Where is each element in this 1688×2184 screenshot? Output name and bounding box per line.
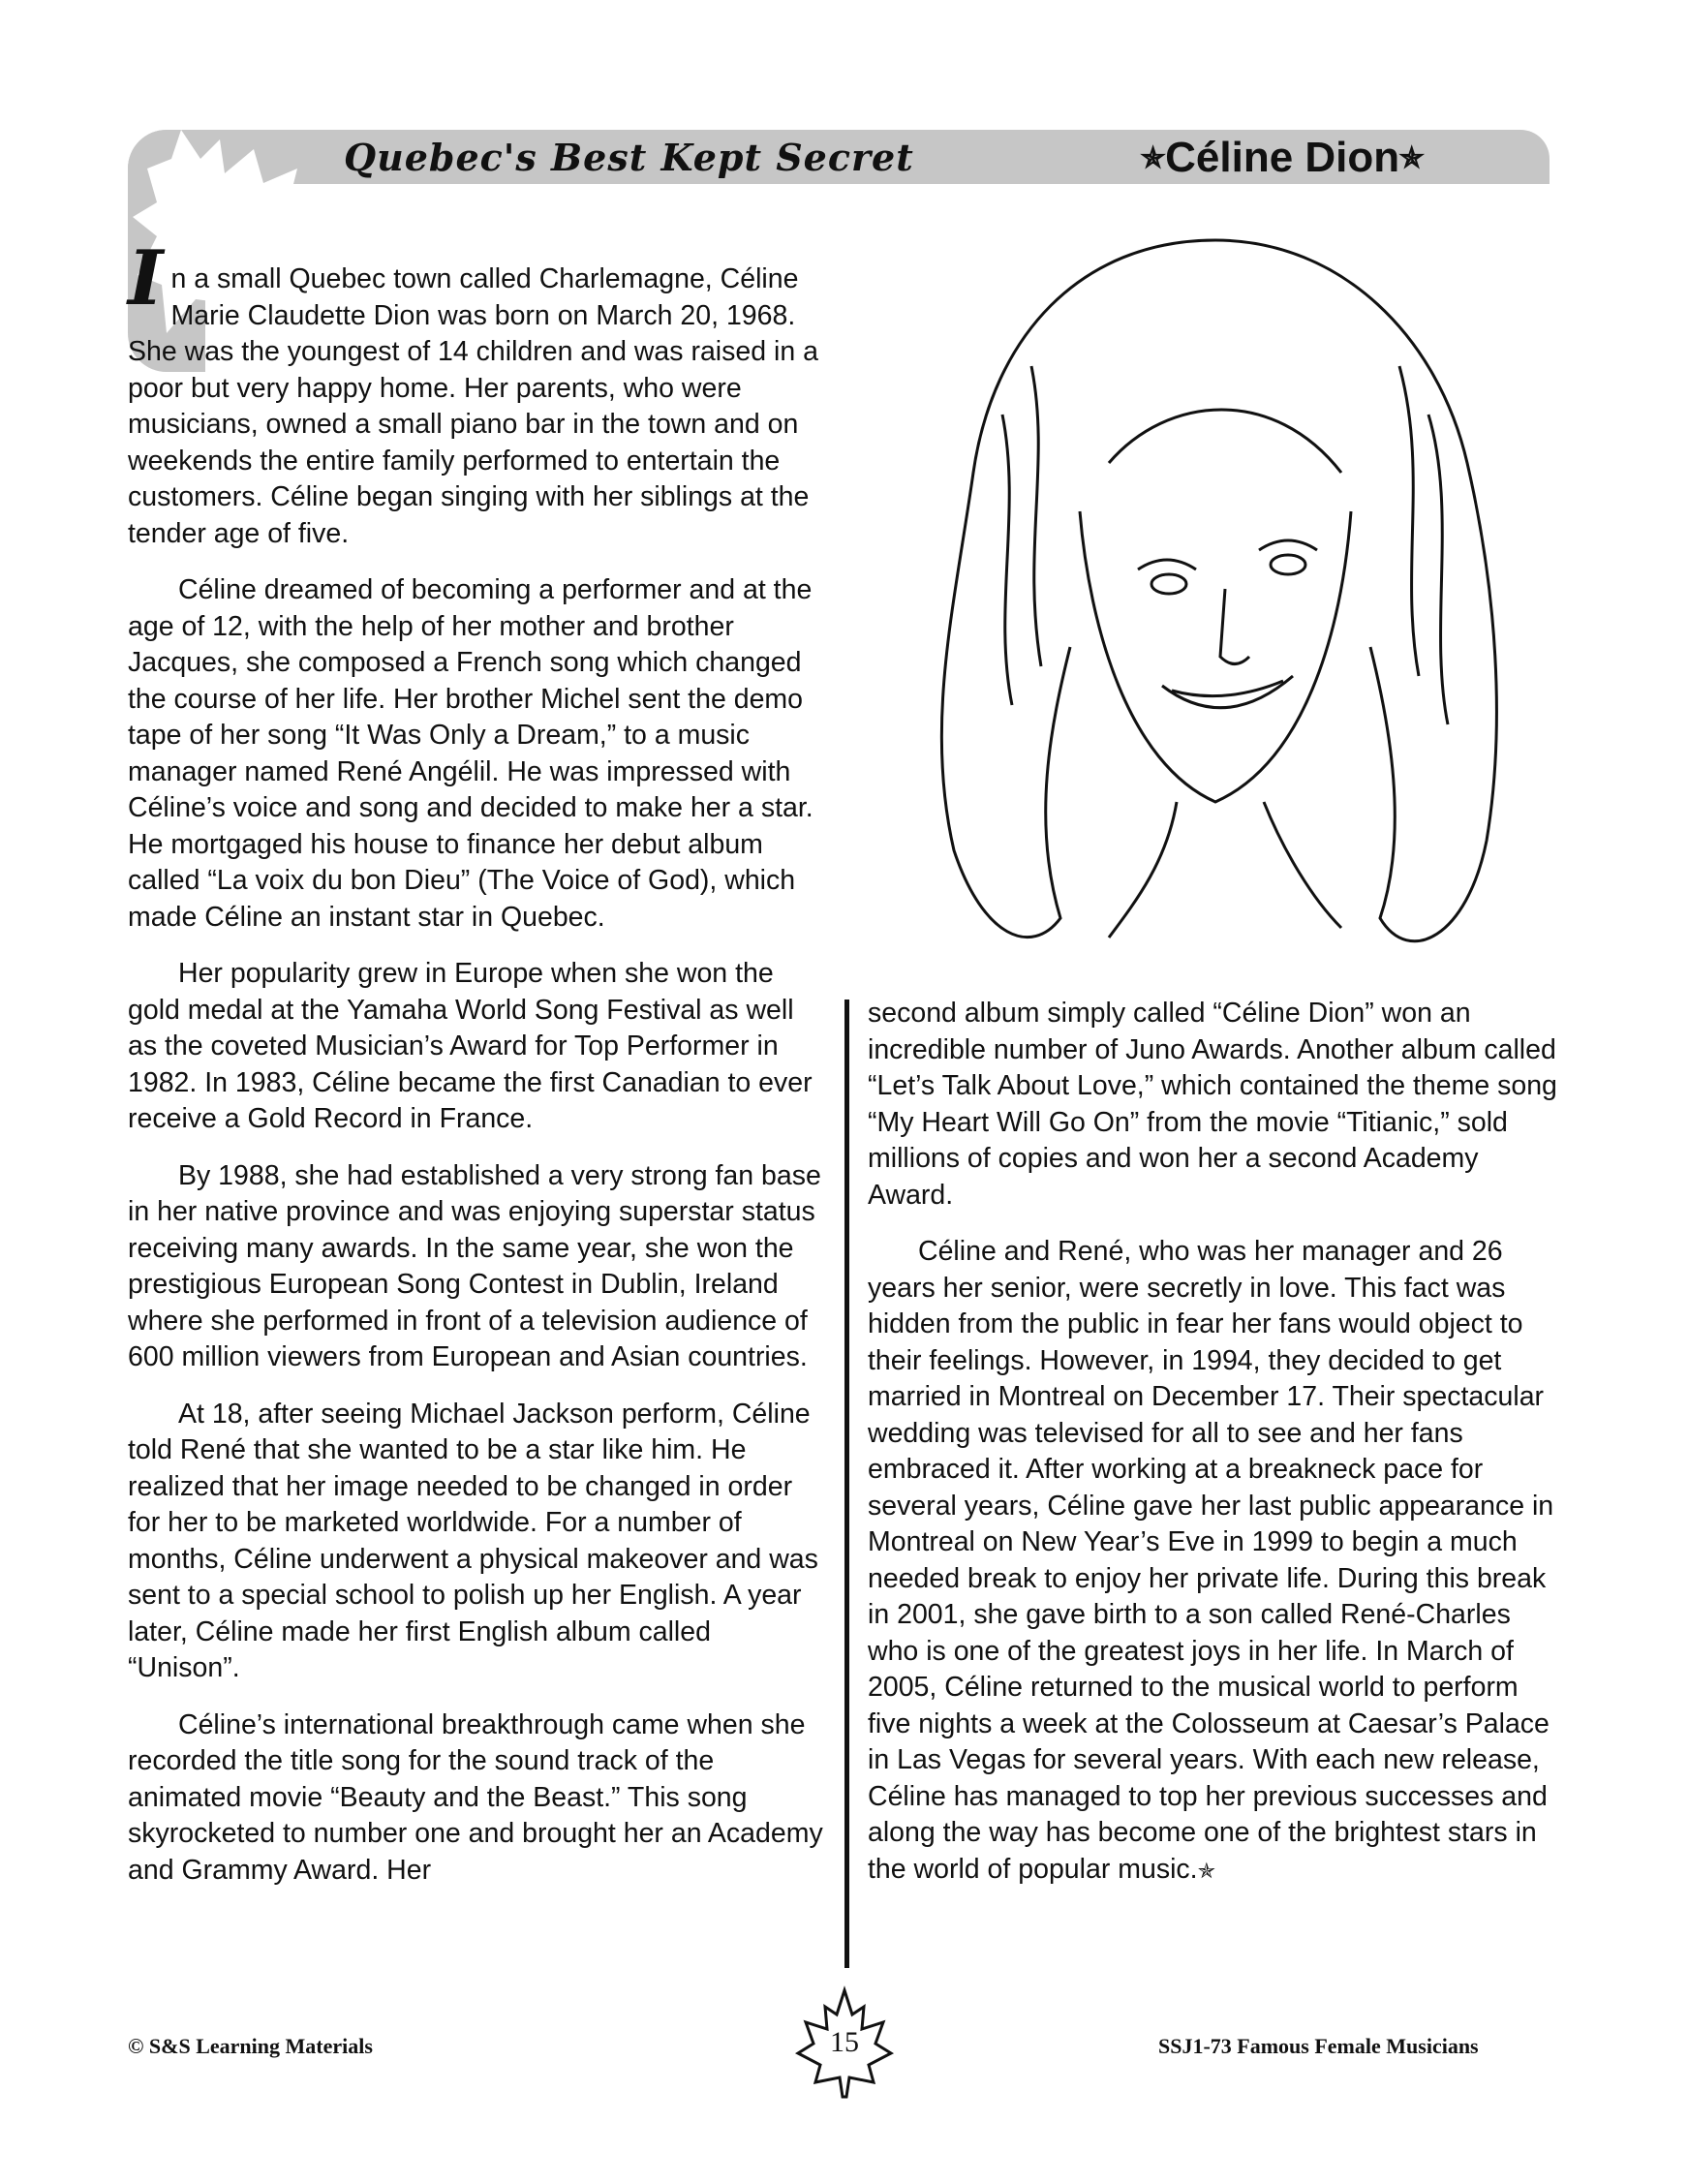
- article-paragraph: Céline and René, who was her manager and 26 years her senior, were secretly in love. This fact was hidden from the public in fear her fans would object to their feelings. However, in 1994, they decided to get married in Montreal on December 17. Their spectacular wedding was televised for all to see and her fans embraced it. After working at a breakneck pace for several years, Céline gave her last public appearance in Montreal on New Year’s Eve in 1999 to begin a much needed break to enjoy her private life. During this break in 2001, she gave birth to a son called René-Charles who is one of the greatest joys in her life. In March of 2005, Céline returned to the musical world to perform five nights a week at the Colosseum at Caesar’s Palace in Las Vegas for several years. With each new release, Céline has managed to top her previous successes and along the way has become one of the brightest stars in the world of popular music.✯: [868, 1236, 1554, 1885]
- article-paragraph: At 18, after seeing Michael Jackson perform, Céline told René that she wanted to be a star like him. He realized that her image needed to be changed in order for her to be marketed worldwide. For a number of months, Céline underwent a physical makeover and was sent to a special school to polish up her English. A year later, Céline made her first English album called “Unison”.: [128, 1398, 818, 1683]
- star-icon: ✯: [1141, 142, 1166, 174]
- article-paragraph: Céline’s international breakthrough came when she recorded the title song for the sound track of the animated movie “Beauty and the Beast.” This song skyrocketed to number one and brought her an Academy and Grammy Award. Her: [128, 1708, 823, 1886]
- star-icon: ✯: [1197, 1858, 1216, 1883]
- page-number: 15: [830, 2026, 859, 2058]
- column-divider: [844, 1000, 849, 1968]
- article-paragraph: second album simply called “Céline Dion” won an incredible number of Juno Awards. Another album called “Let’s Talk About Love,” which contained the theme song “My Heart Will Go On” from the movie “Titianic,” sold millions of copies and won her a second Academy Award.: [868, 998, 1557, 1211]
- drop-cap: I: [128, 234, 164, 323]
- article-paragraph: In a small Quebec town called Charlemagne, Céline Marie Claudette Dion was born on March 20, 1968. She was the youngest of 14 children and was raised in a poor but very happy home. Her parents, who were musicians, owned a small piano bar in the town and on weekends the entire family performed to entertain the customers. Céline began singing with her siblings at the tender age of five.: [128, 234, 818, 549]
- series-title: Quebec's Best Kept Secret: [344, 136, 914, 179]
- portrait-illustration: [886, 221, 1554, 986]
- article-paragraph: By 1988, she had established a very strong fan base in her native province and was enjoying superstar status receiving many awards. In the same year, she won the prestigious European Song Contest in Dublin, Ireland where she performed in front of a television audience of 600 million viewers from European and Asian countries.: [128, 1159, 821, 1372]
- star-icon: ✯: [1399, 142, 1425, 174]
- article-paragraph: Céline dreamed of becoming a performer and at the age of 12, with the help of her mother and brother Jacques, she composed a French song which changed the course of her life. Her brother Michel sent the demo tape of her song “It Was Only a Dream,” to a music manager named René Angélil. He was impressed with Céline’s voice and song and decided to make her a star. He mortgaged his house to finance her debut album called “La voix du bon Dieu” (The Voice of God), which made Céline an instant star in Quebec.: [128, 574, 813, 933]
- subject-name: Céline Dion: [1165, 134, 1400, 181]
- page-title: [1141, 134, 1424, 182]
- article-right-column: [868, 996, 1565, 1909]
- copyright-notice: © S&S Learning Materials: [128, 2034, 373, 2058]
- article-left-column: [128, 234, 825, 1909]
- article-paragraph: Her popularity grew in Europe when she won the gold medal at the Yamaha World Song Festival as well as the coveted Musician’s Award for Top Performer in 1982. In 1983, Céline became the first Canadian to ever receive a Gold Record in France.: [128, 958, 813, 1134]
- book-title: SSJ1-73 Famous Female Musicians: [1158, 2034, 1479, 2058]
